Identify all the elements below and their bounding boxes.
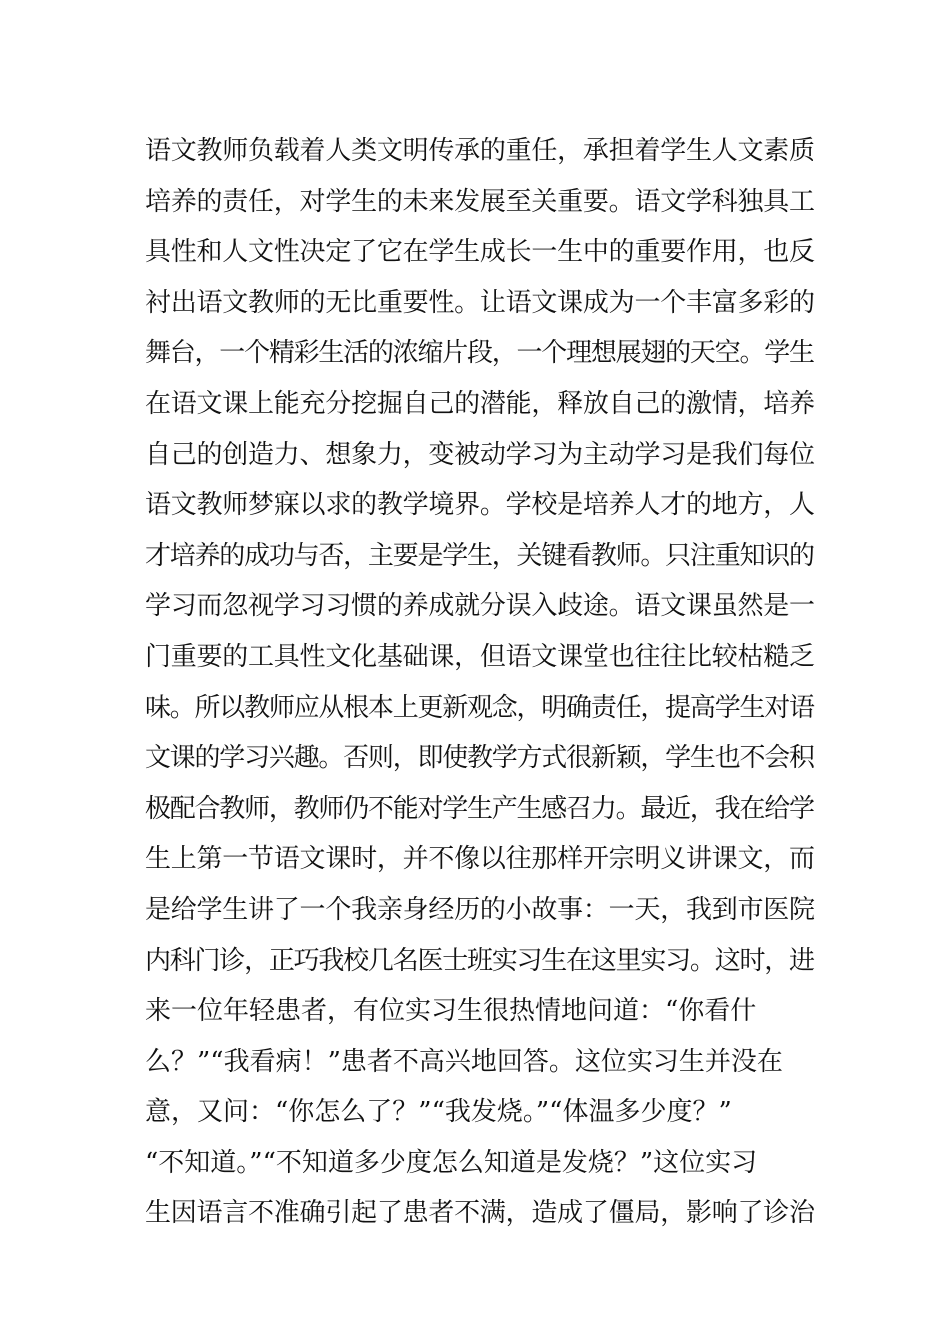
text-line: 在语文课上能充分挖掘自己的潜能，释放自己的激情，培养 — [145, 388, 815, 419]
text-line: 生上第一节语文课时，并不像以往那样开宗明义讲课文，而 — [145, 844, 815, 875]
text-line: 味。所以教师应从根本上更新观念，明确责任，提高学生对语 — [145, 692, 814, 723]
text-line: “不知道。”“不知道多少度怎么知道是发烧？”这位实习 — [145, 1147, 758, 1178]
text-line: 自己的创造力、想象力，变被动学习为主动学习是我们每位 — [145, 439, 815, 470]
text-line: 极配合教师，教师仍不能对学生产生感召力。最近，我在给学 — [145, 793, 814, 824]
body-paragraph — [145, 126, 815, 1239]
text-line: 意，又问：“你怎么了？”“我发烧。”“体温多少度？” — [145, 1097, 732, 1128]
text-line: 是给学生讲了一个我亲身经历的小故事：一天，我到市医院 — [145, 894, 815, 925]
text-line: 来一位年轻患者，有位实习生很热情地问道：“你看什 — [145, 996, 757, 1027]
text-line: 生因语言不准确引起了患者不满，造成了僵局，影响了诊治 — [145, 1198, 815, 1229]
text-line: 学习而忽视学习习惯的养成就分误入歧途。语文课虽然是一 — [145, 591, 815, 622]
text-line: 舞台，一个精彩生活的浓缩片段，一个理想展翅的天空。学生 — [145, 338, 814, 369]
text-line: 么？”“我看病！”患者不高兴地回答。这位实习生并没在 — [145, 1046, 783, 1077]
text-line: 文课的学习兴趣。否则，即使教学方式很新颖，学生也不会积 — [145, 743, 814, 774]
text-line: 具性和人文性决定了它在学生成长一生中的重要作用，也反 — [145, 237, 815, 268]
text-line: 内科门诊，正巧我校几名医士班实习生在这里实习。这时，进 — [145, 945, 814, 976]
text-line: 培养的责任，对学生的未来发展至关重要。语文学科独具工 — [145, 186, 815, 217]
text-line: 语文教师负载着人类文明传承的重任，承担着学生人文素质 — [145, 136, 815, 166]
text-line: 才培养的成功与否，主要是学生，关键看教师。只注重知识的 — [145, 540, 814, 571]
text-line: 衬出语文教师的无比重要性。让语文课成为一个丰富多彩的 — [145, 287, 815, 318]
text-line: 门重要的工具性文化基础课，但语文课堂也往往比较枯糙乏 — [145, 641, 815, 672]
text-line: 语文教师梦寐以求的教学境界。学校是培养人才的地方，人 — [145, 490, 815, 521]
